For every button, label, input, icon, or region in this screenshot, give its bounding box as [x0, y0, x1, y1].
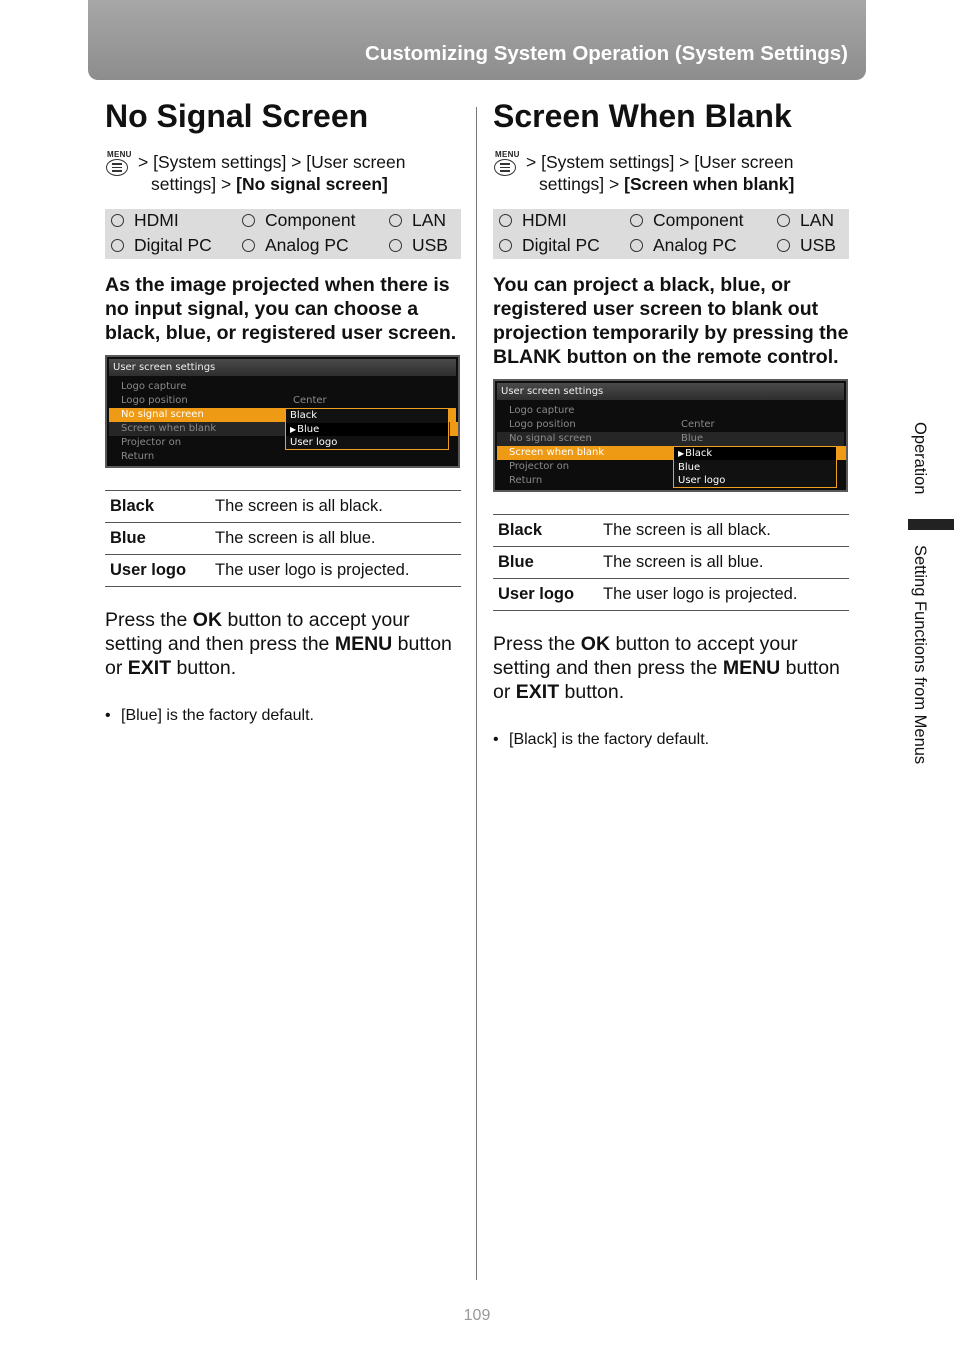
- menu-path-line2: settings] > [Screen when blank]: [539, 174, 795, 194]
- input-availability-box: [493, 209, 849, 259]
- input-digital-pc: Digital PC: [111, 234, 212, 256]
- osd-option-selected: ▶Blue: [286, 423, 448, 436]
- input-lan: LAN: [389, 209, 446, 231]
- input-lan: LAN: [777, 209, 834, 231]
- play-arrow-icon: ▶: [290, 425, 297, 434]
- input-hdmi: HDMI: [111, 209, 179, 231]
- osd-option: Blue: [678, 462, 701, 473]
- input-digital-pc: Digital PC: [499, 234, 600, 256]
- section-title: Screen When Blank: [493, 98, 792, 134]
- osd-popup: [673, 446, 837, 488]
- table-row: Blue The screen is all blue.: [105, 523, 461, 555]
- menu-path-line1: > [System settings] > [User screen: [526, 152, 794, 172]
- radio-icon: [242, 239, 255, 252]
- radio-icon: [389, 239, 402, 252]
- factory-default-note: • [Blue] is the factory default.: [105, 707, 314, 724]
- lead-paragraph: You can project a black, blue, or registered user screen to blank out projection temporarily by pressing the BLANK button on the remote control.: [493, 274, 849, 368]
- menu-path-line1: > [System settings] > [User screen: [138, 152, 406, 172]
- menu-path-line2: settings] > [No signal screen]: [151, 174, 388, 194]
- input-availability-box: [105, 209, 461, 259]
- table-row: Blue The screen is all blue.: [493, 547, 849, 579]
- osd-row: Logo capture: [509, 405, 575, 416]
- side-chapter-tab: [908, 519, 954, 530]
- radio-icon: [499, 239, 512, 252]
- radio-icon: [630, 239, 643, 252]
- radio-icon: [777, 239, 790, 252]
- osd-row: Projector on: [121, 437, 182, 448]
- menu-path-target: [No signal screen]: [236, 174, 388, 194]
- osd-row: Logo capture: [121, 381, 187, 392]
- radio-icon: [389, 214, 402, 227]
- side-section-label: Setting Functions from Menus: [911, 545, 929, 765]
- osd-row: Screen when blank: [109, 422, 456, 436]
- osd-option: User logo: [290, 437, 338, 448]
- table-row: User logo The user logo is projected.: [105, 555, 461, 587]
- osd-option: Black: [290, 410, 318, 421]
- column-divider: [476, 107, 477, 1280]
- radio-icon: [242, 214, 255, 227]
- osd-row: Logo position Center: [121, 395, 327, 406]
- osd-screenshot: [493, 379, 848, 492]
- radio-icon: [111, 214, 124, 227]
- header-bar: [88, 0, 866, 80]
- side-chapter-label: Operation: [911, 422, 929, 495]
- options-table: [493, 514, 849, 611]
- menu-icon-label: MENU: [107, 150, 132, 159]
- osd-popup: [285, 408, 449, 450]
- input-component: Component: [242, 209, 355, 231]
- lead-paragraph: As the image projected when there is no input signal, you can choose a black, blue, or registered user screen.: [105, 274, 457, 344]
- osd-scroll-marker: [838, 446, 846, 460]
- input-analog-pc: Analog PC: [630, 234, 737, 256]
- input-usb: USB: [389, 234, 448, 256]
- osd-row: No signal screen Blue: [497, 432, 844, 446]
- play-arrow-icon: ▶: [678, 449, 685, 458]
- screen-when-blank-section: [493, 95, 849, 750]
- menu-icon-label: MENU: [495, 150, 520, 159]
- osd-row: Return: [121, 451, 155, 462]
- section-title: No Signal Screen: [105, 98, 369, 134]
- instruction-paragraph: Press the OK button to accept your setting and then press the MENU button or EXIT button.: [105, 609, 452, 679]
- header-title: Customizing System Operation (System Settings): [365, 42, 848, 65]
- input-component: Component: [630, 209, 743, 231]
- radio-icon: [111, 239, 124, 252]
- osd-row: Projector on: [509, 461, 570, 472]
- osd-scroll-marker: [450, 422, 458, 436]
- menu-path: [105, 151, 461, 195]
- osd-row: Logo position Center: [509, 419, 715, 430]
- input-analog-pc: Analog PC: [242, 234, 349, 256]
- osd-row: Return: [509, 475, 543, 486]
- options-table: [105, 490, 461, 587]
- no-signal-section: [105, 95, 461, 726]
- osd-screenshot: [105, 355, 460, 468]
- menu-button-icon: [493, 150, 519, 178]
- table-row: Black The screen is all black.: [493, 515, 849, 547]
- radio-icon: [630, 214, 643, 227]
- menu-button-icon: [105, 150, 131, 178]
- radio-icon: [499, 214, 512, 227]
- osd-row-selected: Screen when blank: [497, 446, 844, 460]
- osd-title: User screen settings: [109, 359, 456, 376]
- instruction-paragraph: Press the OK button to accept your setting and then press the MENU button or EXIT button.: [493, 633, 840, 703]
- osd-option-selected: ▶Black: [674, 447, 836, 460]
- osd-row-selected: No signal screen: [109, 408, 456, 422]
- input-hdmi: HDMI: [499, 209, 567, 231]
- menu-path: [493, 151, 849, 195]
- input-usb: USB: [777, 234, 836, 256]
- table-row: User logo The user logo is projected.: [493, 579, 849, 611]
- menu-path-target: [Screen when blank]: [624, 174, 795, 194]
- factory-default-note: • [Black] is the factory default.: [493, 731, 710, 748]
- radio-icon: [777, 214, 790, 227]
- table-row: Black The screen is all black.: [105, 491, 461, 523]
- osd-title: User screen settings: [497, 383, 844, 400]
- osd-option: User logo: [678, 475, 726, 486]
- page-number: 109: [463, 1307, 491, 1324]
